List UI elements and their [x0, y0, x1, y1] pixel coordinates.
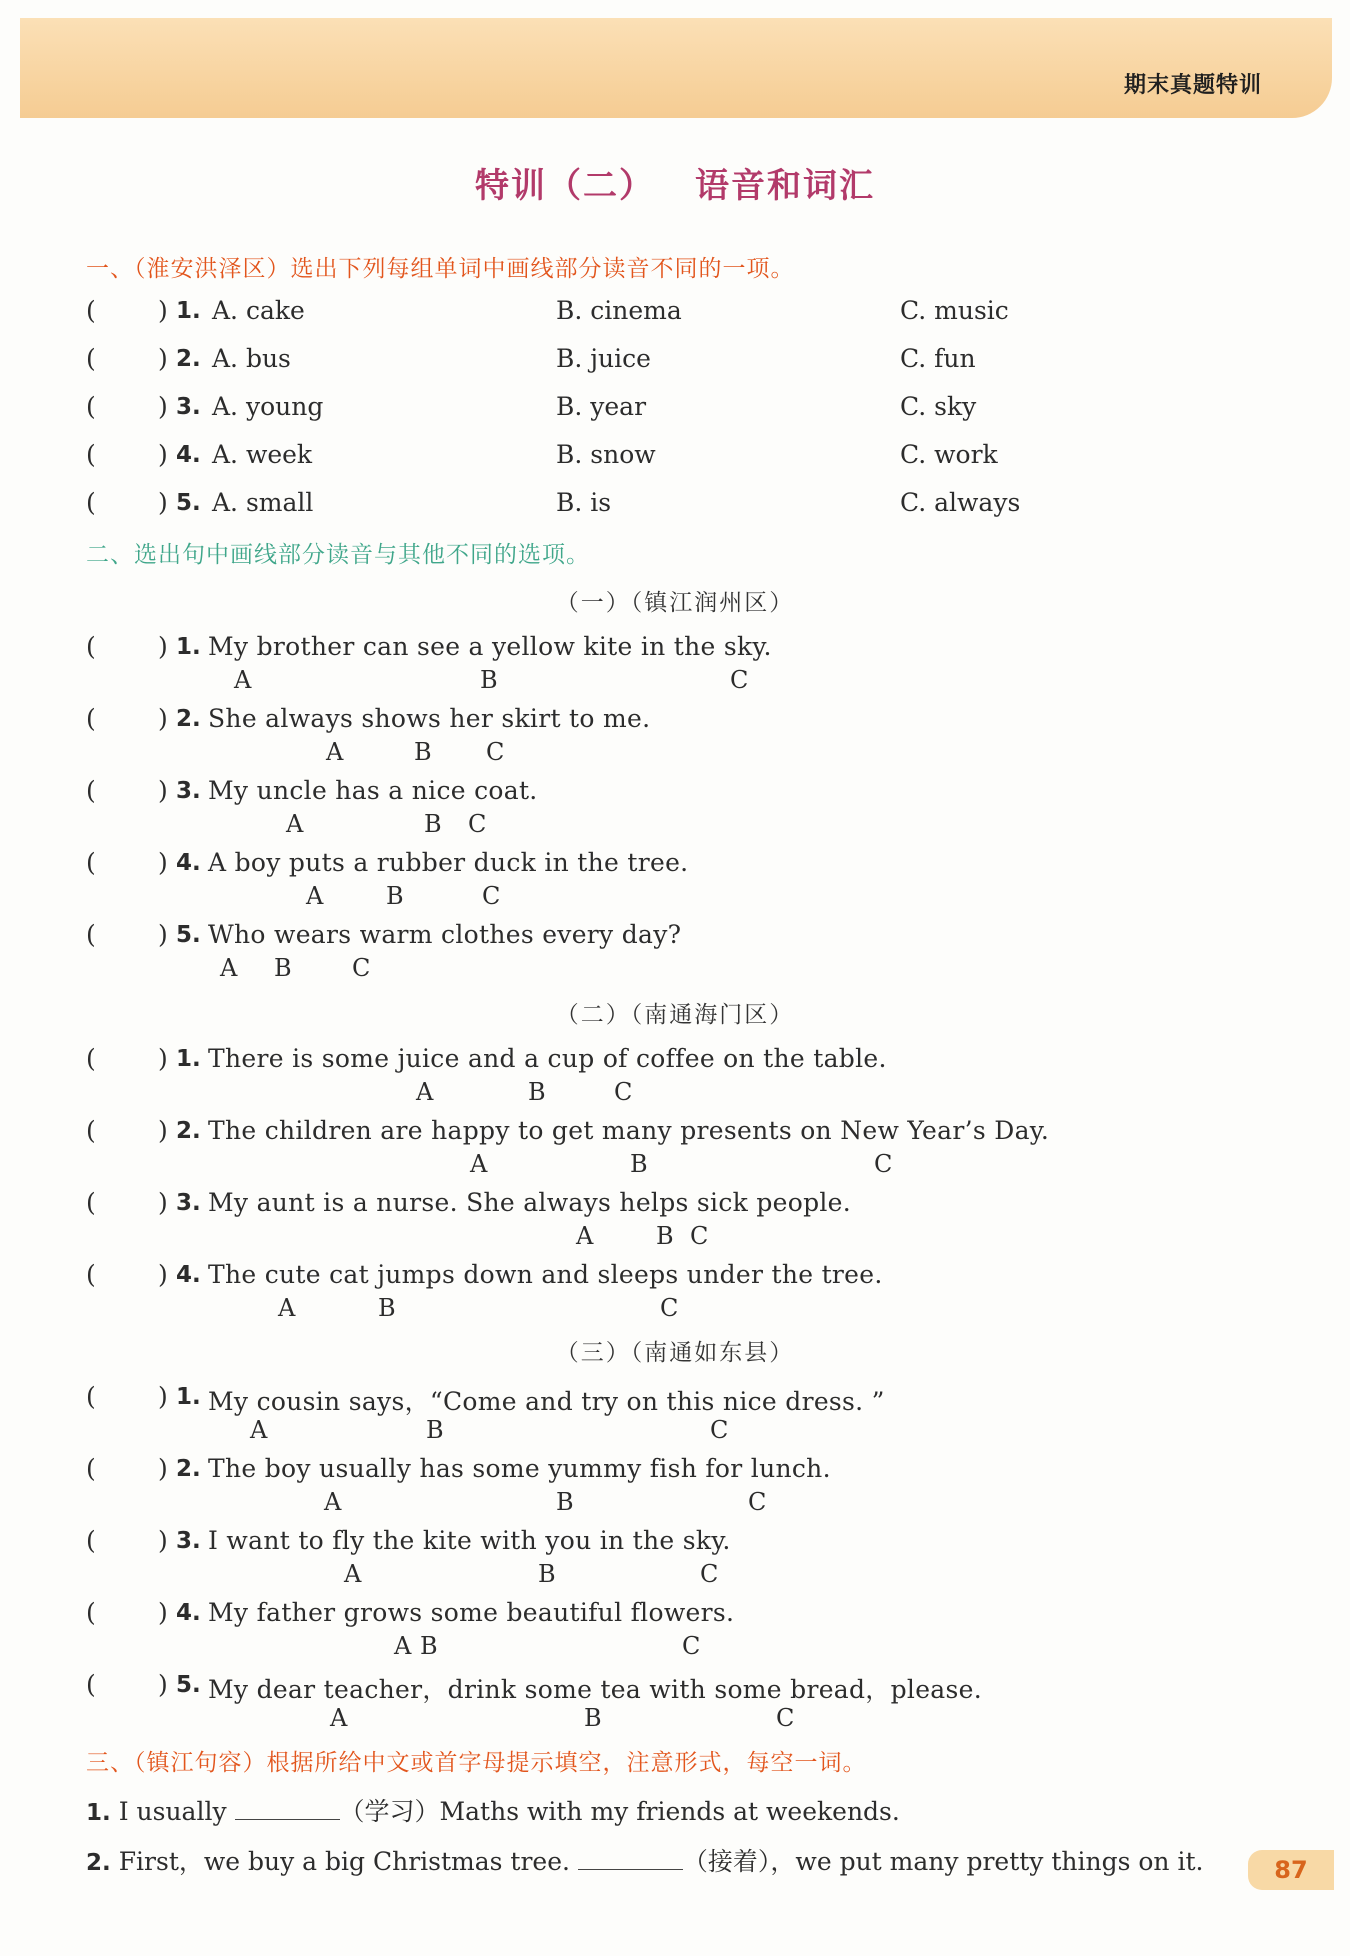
title-right: 语音和词汇	[695, 166, 875, 206]
s3-item-2: 2. First，we buy a big Christmas tree. （接着），we put many pretty things on it.	[86, 1847, 1204, 1876]
section3-heading: 三、（镇江句容）根据所给中文或首字母提示填空，注意形式，每空一词。	[86, 1750, 867, 1776]
page-title	[0, 158, 1350, 207]
title-left: 特训（二）	[475, 166, 655, 206]
group1-subtitle: （一）（镇江润州区）	[555, 590, 795, 616]
answer-blank-2[interactable]	[578, 1847, 683, 1870]
group3-subtitle: （三）（南通如东县）	[555, 1340, 795, 1366]
s3-item-1: 1. I usually （学习）Maths with my friends at weekends.	[86, 1797, 900, 1826]
page-number: 87	[1248, 1850, 1334, 1890]
group2-subtitle: （二）（南通海门区）	[555, 1002, 795, 1028]
section1-heading: 一、（淮安洪泽区）选出下列每组单词中画线部分读音不同的一项。	[86, 256, 795, 282]
answer-blank-1[interactable]	[235, 1797, 340, 1820]
section2-heading: 二、选出句中画线部分读音与其他不同的选项。	[86, 542, 590, 568]
header-label: 期末真题特训	[1123, 73, 1262, 98]
